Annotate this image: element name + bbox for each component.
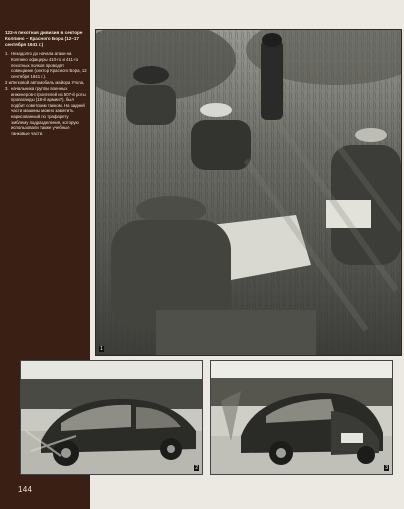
wrecked-car-rear-photo-icon — [211, 361, 392, 474]
photo-officers-conference — [95, 29, 402, 356]
wrecked-car-photo-icon — [21, 361, 202, 474]
photo-number-label: 1 — [100, 346, 103, 352]
caption-number: 2 и 3. — [5, 80, 11, 91]
caption-item-2 — [5, 80, 87, 136]
page-number: 144 — [18, 485, 33, 494]
caption-text: Незадолго до начала атаки на Колпино офицеры 410-го и 411-го пехотных полков проводят совещание (сектор Красного Бора, 12 сентября 1941 г.). — [11, 51, 87, 79]
photo-wrecked-car-rear — [210, 360, 393, 475]
caption-text: Легковой автомобиль майора Уткла, начальника группы военных инженеров-строителей из 507-й роты пропаганды (18-й армии?), был подбит советским танком. На задней части машины можно заметить нарисованный по трафарету эмблему подразделения, которую использовали также учебные танковые части. — [11, 80, 86, 136]
caption-number: 1. — [5, 51, 9, 57]
caption-block — [5, 30, 87, 137]
photo-wrecked-car — [20, 360, 203, 475]
caption-item-1 — [5, 51, 87, 79]
photo-number-label: 3 — [385, 465, 388, 471]
officers-conference-photo-icon — [96, 30, 401, 355]
sidebar-title: 122-я пехотная дивизия в секторе Колпино – Красного Бора (12–17 сентября 1941 г.) — [5, 30, 83, 47]
photo-number-label: 2 — [195, 465, 198, 471]
